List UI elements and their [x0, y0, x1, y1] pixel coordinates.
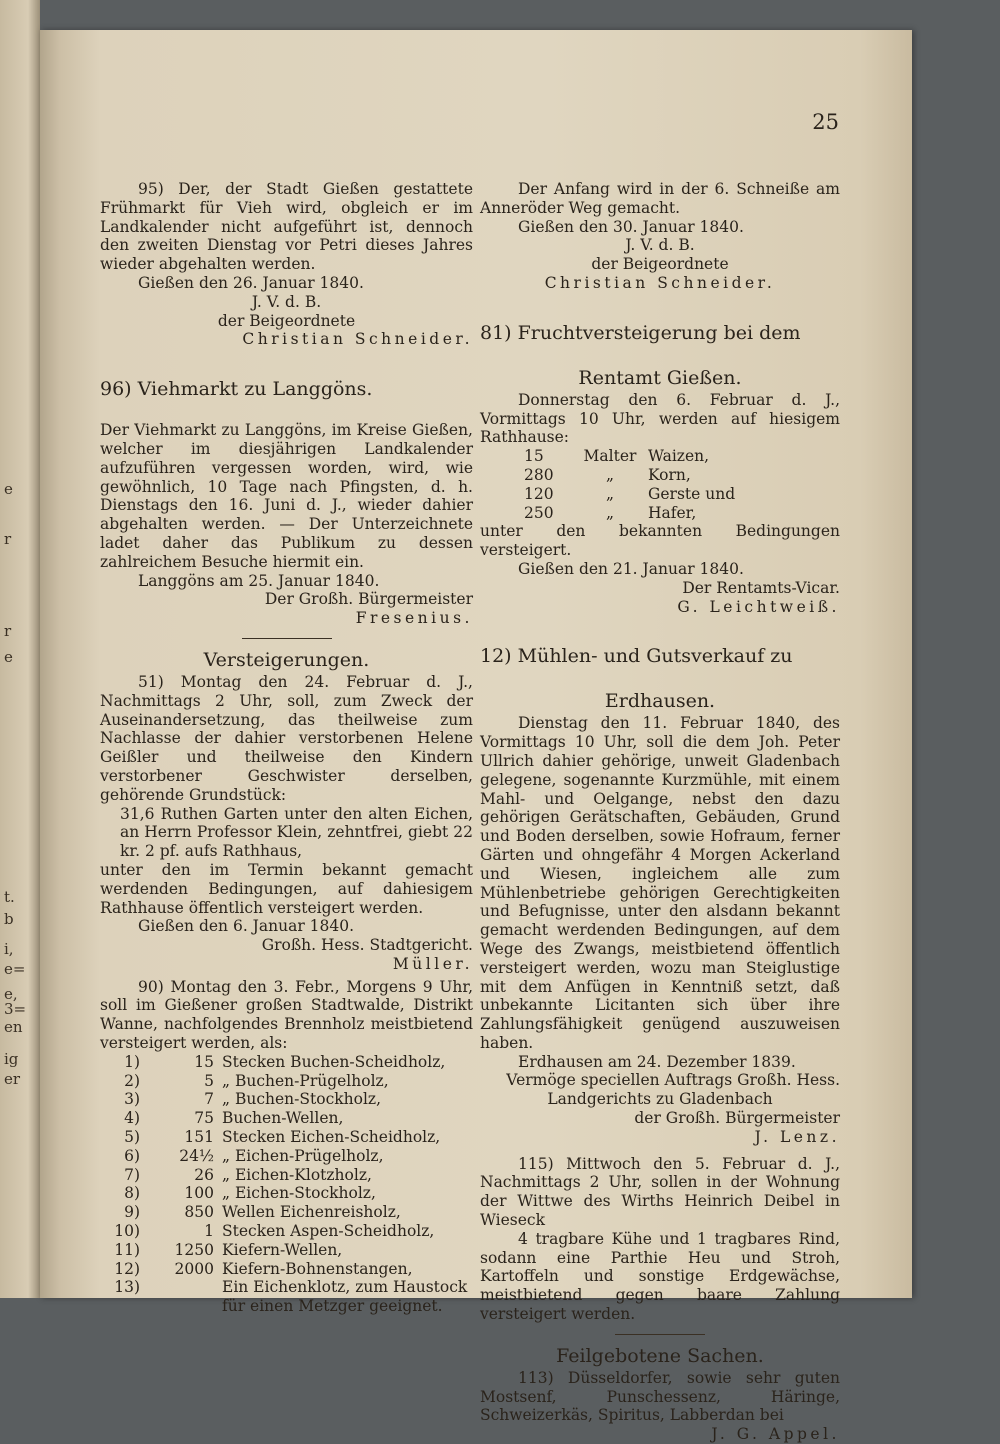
edge-fragment: t. [4, 888, 15, 906]
notice-96-text: Der Viehmarkt zu Langgöns, im Kreise Gießen, welcher im diesjährigen Landkalender aufzuführen vergessen worden, wird, wie gewöhnlich, 10 Tage nach Pfingsten, d. h. Dienstags den 16. Juni d. J., wieder dahier abgehalten werden. — Der Unterzeichnete ladet daher das Publikum zu dessen zahlreichem Besuche hiermit ein. [100, 421, 473, 571]
left-column [100, 180, 473, 1316]
edge-fragment: r [4, 622, 12, 640]
edge-fragment: r [4, 530, 12, 548]
notice-cont-sig: Christian Schneider. [544, 273, 776, 292]
item-description: Kiefern-Bohnenstangen, [222, 1259, 413, 1278]
list-item [480, 504, 840, 523]
list-item [100, 1053, 473, 1072]
item-description: „ Buchen-Stockholz, [222, 1090, 382, 1109]
item-description: Kiefern-Wellen, [222, 1240, 343, 1259]
edge-fragment: er [4, 1070, 21, 1088]
notice-12-sig: der Großh. Bürgermeister [634, 1109, 840, 1128]
list-item [480, 447, 840, 466]
notice-cont-text: Der Anfang wird in der 6. Schneiße am Anneröder Weg gemacht. [480, 180, 840, 217]
notice-95-sig: J. V. d. B. [251, 292, 322, 311]
notice-12-sig: Vermöge speciellen Auftrags Großh. Hess. [506, 1071, 840, 1090]
item-description: „ Eichen-Prügelholz, [222, 1146, 384, 1165]
item-description: Stecken Eichen-Scheidholz, [222, 1128, 441, 1147]
item-number: 10) [114, 1222, 140, 1241]
edge-fragment: b [4, 910, 14, 928]
notice-cont-place-date: Gießen den 30. Januar 1840. [518, 217, 744, 236]
notice-95-sig: Christian Schneider. [242, 330, 473, 349]
edge-fragment: ig [4, 1050, 19, 1068]
item-quantity: 26 [194, 1165, 214, 1184]
section-divider [615, 1334, 705, 1335]
item-number: 6) [124, 1146, 140, 1165]
notice-51-text2: unter den im Termin bekannt gemacht werdenden Bedingungen, auf dahiesigem Rathhause öffentlich versteigert werden. [100, 860, 473, 917]
notice-95-place-date: Gießen den 26. Januar 1840. [138, 273, 364, 292]
item-description: „ Buchen-Prügelholz, [222, 1071, 389, 1090]
item-quantity: 1 [204, 1222, 214, 1241]
item-number: 2) [124, 1071, 140, 1090]
item-number: 5) [124, 1128, 140, 1147]
item-description: Waizen, [648, 447, 710, 466]
list-item [100, 1072, 473, 1091]
notice-96-sig: Der Großh. Bürgermeister [264, 590, 473, 609]
item-quantity: 120 [524, 484, 554, 503]
notice-cont-sig: J. V. d. B. [625, 236, 695, 255]
item-quantity: 7 [204, 1090, 214, 1109]
list-item [100, 1241, 473, 1260]
edge-fragment: en [4, 1018, 23, 1036]
notice-12-heading: Erdhausen. [604, 690, 716, 713]
edge-fragment: e [4, 648, 13, 666]
list-item [100, 1222, 473, 1241]
list-item [100, 1203, 473, 1222]
list-item [100, 1166, 473, 1185]
item-quantity: 1250 [174, 1240, 214, 1259]
notice-12-sig: Landgerichts zu Gladenbach [547, 1090, 773, 1109]
notice-12-place-date: Erdhausen am 24. Dezember 1839. [518, 1052, 796, 1071]
list-item [100, 1109, 473, 1128]
item-quantity: 850 [184, 1203, 214, 1222]
item-unit: Malter [583, 447, 637, 466]
page-number: 25 [812, 110, 839, 134]
notice-95-sig: der Beigeordnete [217, 311, 356, 330]
item-number: 8) [124, 1184, 140, 1203]
section-title: Feilgebotene Sachen. [556, 1344, 764, 1367]
item-description: Hafer, [648, 503, 697, 522]
list-item [100, 1147, 473, 1166]
notice-90-text: 90) Montag den 3. Febr., Morgens 9 Uhr, soll im Gießener großen Stadtwalde, Distrikt Wanne, nachfolgendes Brennholz meistbietend versteigert werden, als: [100, 977, 473, 1053]
list-item [100, 1090, 473, 1109]
notice-51-item: 31,6 Ruthen Garten unter den alten Eichen, an Herrn Professor Klein, zehntfrei, giebt 22 kr. 2 pf. aufs Rathhaus, [120, 804, 473, 861]
list-item [100, 1184, 473, 1203]
item-quantity: 2000 [174, 1259, 214, 1278]
item-number: 9) [124, 1203, 140, 1222]
list-item [100, 1278, 473, 1316]
item-quantity: 151 [184, 1128, 214, 1147]
item-number: 4) [124, 1109, 140, 1128]
edge-fragment: i, [4, 940, 14, 958]
item-description: Stecken Aspen-Scheidholz, [222, 1222, 435, 1241]
notice-115-text2: 4 tragbare Kühe und 1 tragbares Rind, sodann eine Parthie Heu und Stroh, Kartoffeln und sonstige Erdgewächse, meistbietend gegen baare Zahlung versteigert werden. [480, 1229, 840, 1324]
notice-51-place-date: Gießen den 6. Januar 1840. [138, 917, 355, 936]
item-quantity: 15 [524, 447, 544, 466]
notice-113-text: 113) Düsseldorfer, sowie sehr guten Mostsenf, Punschessenz, Häringe, Schweizerkäs, Spiritus, Labberdan bei [480, 1368, 840, 1425]
item-description: „ Eichen-Klotzholz, [222, 1165, 372, 1184]
item-description: Buchen-Wellen, [222, 1109, 344, 1128]
item-quantity: 250 [524, 503, 554, 522]
item-description: Wellen Eichenreisholz, [222, 1203, 401, 1222]
item-description: Stecken Buchen-Scheidholz, [222, 1052, 446, 1071]
item-number: 13) [114, 1278, 140, 1297]
item-quantity: 24½ [179, 1146, 214, 1165]
notice-81-sig: G. Leichtweiß. [677, 597, 840, 616]
item-unit: „ [605, 484, 615, 503]
notice-51-text: 51) Montag den 24. Februar d. J., Nachmittags 2 Uhr, soll, zum Zweck der Auseinandersetzung, das theilweise zum Nachlasse der dahier verstorbenen Helene Geißler und theilweise den Kindern verstorbener Geschwister derselben, gehörende Grundstück: [100, 672, 473, 804]
notice-81-text: Donnerstag den 6. Februar d. J., Vormittags 10 Uhr, werden auf hiesigem Rathhause: [480, 390, 840, 447]
notice-51-sig: Großh. Hess. Stadtgericht. [261, 936, 473, 955]
list-item [480, 466, 840, 485]
section-divider [242, 638, 332, 639]
notice-12-heading: 12) Mühlen- und Gutsverkauf zu [480, 645, 793, 668]
list-item [100, 1260, 473, 1279]
notice-96-sig: Fresenius. [355, 609, 473, 628]
notice-96-heading: 96) Viehmarkt zu Langgöns. [100, 378, 373, 401]
notice-81-sig: Der Rentamts-Vicar. [682, 578, 840, 597]
item-quantity: 75 [194, 1109, 214, 1128]
edge-fragment: e [4, 480, 13, 498]
notice-51-sig: Müller. [392, 954, 473, 973]
item-number: 1) [124, 1052, 140, 1071]
item-number: 11) [114, 1240, 140, 1259]
notice-cont-sig: der Beigeordnete [591, 255, 729, 274]
item-description: Ein Eichenklotz, zum Haustock für einen Metzger geeignet. [222, 1278, 468, 1316]
item-description: „ Eichen-Stockholz, [222, 1184, 376, 1203]
notice-81-text2: unter den bekannten Bedingungen versteigert. [480, 522, 840, 560]
item-number: 7) [124, 1165, 140, 1184]
notice-12-text: Dienstag den 11. Februar 1840, des Vormittags 10 Uhr, soll die dem Joh. Peter Ullrich dahier gehörige, unweit Gladenbach gelegene, sogenannte Kurzmühle, mit einem Mahl- und Oelgange, nebst den dazu gehörigen Gerätschaften, Gebäuden, Grund und Boden derselben, sowie Hofraum, ferner Gärten und ohngefähr 4 Morgen Ackerland und Wiesen, ingleichem alle zum Mühlenbetriebe gehörigen Gerechtigkeiten und Befugnisse, unter den alsdann bekannt gemacht werdenden Bedingungen, auf dem Wege des Zwangs, meistbietend öffentlich versteigert werden, wozu man Steiglustige mit dem Anfügen in Kenntniß setzt, daß unbekannte Licitanten sich über ihre Zahlungsfähigkeit genügend auszuweisen haben. [480, 714, 840, 1052]
item-description: Korn, [648, 465, 691, 484]
item-quantity [152, 1278, 222, 1316]
notice-96-place-date: Langgöns am 25. Januar 1840. [138, 571, 380, 590]
edge-fragment: 3= [4, 1000, 27, 1018]
notice-81-heading: Rentamt Gießen. [578, 366, 742, 389]
notice-81-heading: 81) Fruchtversteigerung bei dem [480, 321, 801, 344]
notice-115-text: 115) Mittwoch den 5. Februar d. J., Nachmittags 2 Uhr, sollen in der Wohnung der Wittwe des Wirths Heinrich Deibel in Wieseck [480, 1154, 840, 1230]
notice-12-sig: J. Lenz. [754, 1127, 840, 1146]
newspaper-page [40, 30, 912, 1444]
item-unit: „ [605, 465, 615, 484]
wood-list [100, 1053, 473, 1316]
right-column [480, 180, 840, 1444]
item-quantity: 280 [524, 465, 554, 484]
list-item [480, 485, 840, 504]
adjacent-page-edge [0, 0, 40, 1298]
edge-fragment: e, [4, 985, 18, 1003]
edge-fragment: e= [4, 960, 26, 978]
item-number: 12) [114, 1259, 140, 1278]
notice-95-text: 95) Der, der Stadt Gießen gestattete Frühmarkt für Vieh wird, obgleich er im Landkalender nicht aufgeführt ist, dennoch den zweiten Dienstag vor Petri dieses Jahres wieder abgehalten werden. [100, 180, 473, 274]
item-quantity: 5 [204, 1071, 214, 1090]
item-quantity: 15 [194, 1052, 214, 1071]
notice-113-sig: J. G. Appel. [711, 1425, 840, 1444]
notice-81-place-date: Gießen den 21. Januar 1840. [518, 559, 744, 578]
section-title: Versteigerungen. [203, 648, 370, 671]
grain-list [480, 447, 840, 522]
item-number: 3) [124, 1090, 140, 1109]
item-description: Gerste und [648, 484, 736, 503]
item-unit: „ [605, 503, 615, 522]
item-quantity: 100 [184, 1184, 214, 1203]
list-item [100, 1128, 473, 1147]
